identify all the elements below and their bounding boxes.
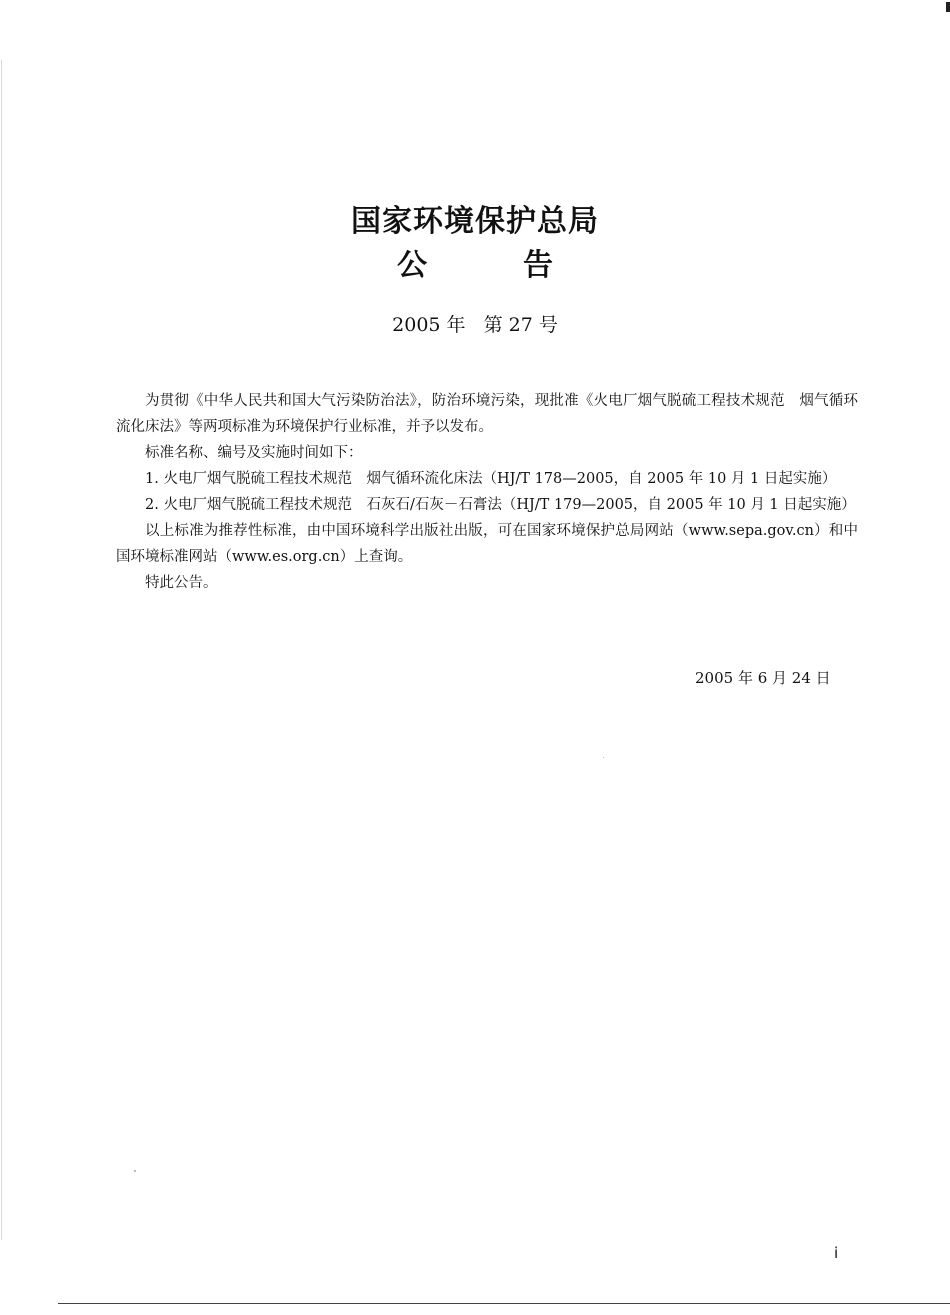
page-title: 国家环境保护总局: [351, 204, 599, 239]
announcement-heading-left: 公: [397, 248, 427, 283]
scan-corner-mark: [946, 2, 950, 12]
scan-speck: [603, 757, 604, 758]
body-paragraph-intro: 为贯彻《中华人民共和国大气污染防治法》，防治环境污染，现批准《火电厂烟气脱硫工程技术规范 烟气循环流化床法》等两项标准为环境保护行业标准，并予以发布。: [116, 393, 858, 435]
body-paragraph-list-intro: 标准名称、编号及实施时间如下：: [145, 445, 363, 461]
standard-item-2: 2. 火电厂烟气脱硫工程技术规范 石灰石/石灰－石膏法（HJ/T 179—2005，自 2005 年 10 月 1 日起实施）: [145, 497, 856, 513]
issue-line: [0, 310, 950, 337]
bottom-rule: [58, 1303, 950, 1304]
issue-number: 第 27 号: [483, 314, 558, 336]
standard-item-1: 1. 火电厂烟气脱硫工程技术规范 烟气循环流化床法（HJ/T 178—2005，自 2005 年 10 月 1 日起实施）: [145, 471, 837, 487]
announcement-body: [116, 388, 858, 596]
announcement-heading: [0, 240, 950, 284]
body-paragraph-publication: 以上标准为推荐性标准，由中国环境科学出版社出版，可在国家环境保护总局网站（www.sepa.gov.cn）和中国环境标准网站（www.es.org.cn）上查询。: [116, 523, 858, 565]
body-paragraph-closing: 特此公告。: [145, 575, 218, 591]
scan-speck: [134, 1170, 136, 1172]
announcement-heading-right: 告: [523, 248, 553, 283]
issue-year: 2005 年: [392, 314, 466, 336]
announcement-date: 2005 年 6 月 24 日: [695, 669, 831, 687]
page-number: i: [834, 1244, 839, 1262]
